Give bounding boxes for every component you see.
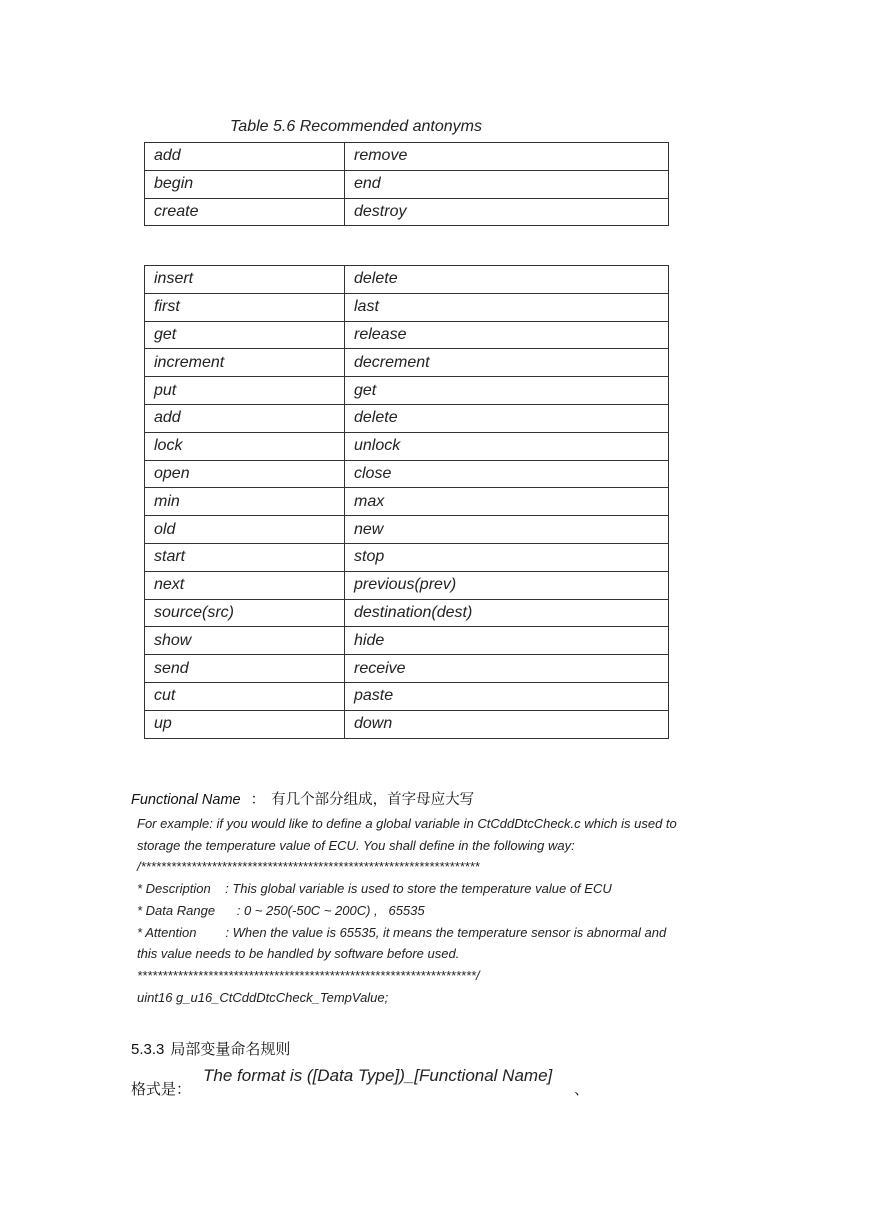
antonym-cell: max (345, 488, 669, 516)
antonym-cell: down (345, 710, 669, 738)
code-line: * Attention : When the value is 65535, it means the temperature sensor is abnormal and (137, 924, 667, 940)
term-cell: create (145, 198, 345, 226)
term-cell: add (145, 404, 345, 432)
section-title: 局部变量命名规则 (170, 1040, 291, 1058)
code-line: this value needs to be handled by software before used. (137, 946, 460, 962)
antonym-cell: hide (345, 627, 669, 655)
term-cell: put (145, 377, 345, 405)
antonym-cell: get (345, 377, 669, 405)
term-cell: add (145, 143, 345, 171)
antonym-cell: remove (345, 143, 669, 171)
term-cell: open (145, 460, 345, 488)
table-row (145, 377, 669, 405)
term-cell: show (145, 627, 345, 655)
term-cell: next (145, 571, 345, 599)
section-number: 5.3.3 (131, 1041, 165, 1058)
table-row (145, 293, 669, 321)
format-label: 格式是： (131, 1080, 192, 1098)
format-line (131, 1066, 731, 1106)
format-text: The format is ([Data Type])_[Functional Name] (203, 1066, 553, 1085)
term-cell: first (145, 293, 345, 321)
code-line: For example: if you would like to define a global variable in CtCddDtcCheck.c which is used to (137, 816, 677, 831)
table-row (145, 516, 669, 544)
functional-name-colon: ： (250, 792, 266, 808)
term-cell: increment (145, 349, 345, 377)
antonyms-table-2 (144, 265, 669, 739)
antonym-cell: release (345, 321, 669, 349)
antonym-cell: receive (345, 655, 669, 683)
code-example-block (137, 813, 727, 1008)
antonym-cell: unlock (345, 432, 669, 460)
code-line: /******************************************************************* (137, 859, 480, 875)
antonym-cell: previous(prev) (345, 571, 669, 599)
code-line: *******************************************************************/ (137, 967, 480, 983)
antonym-cell: new (345, 516, 669, 544)
antonym-cell: last (345, 293, 669, 321)
functional-name-description: 有几个部分组成，首字母应大写 (271, 792, 475, 808)
antonym-cell: end (345, 170, 669, 198)
table-row (145, 627, 669, 655)
table-row (145, 488, 669, 516)
antonym-cell: destination(dest) (345, 599, 669, 627)
format-trailing-mark: 、 (574, 1081, 590, 1098)
section-heading (131, 1038, 290, 1059)
term-cell: cut (145, 682, 345, 710)
table-row (145, 143, 669, 171)
term-cell: lock (145, 432, 345, 460)
table-row (145, 571, 669, 599)
functional-name-label: Functional Name (131, 792, 241, 808)
term-cell: get (145, 321, 345, 349)
table-row (145, 460, 669, 488)
table-row (145, 321, 669, 349)
term-cell: begin (145, 170, 345, 198)
table-row (145, 682, 669, 710)
antonym-cell: decrement (345, 349, 669, 377)
antonym-cell: close (345, 460, 669, 488)
table-row (145, 349, 669, 377)
table-row (145, 404, 669, 432)
term-cell: up (145, 710, 345, 738)
term-cell: start (145, 543, 345, 571)
code-line: storage the temperature value of ECU. You shall define in the following way: (137, 837, 575, 853)
table-row (145, 432, 669, 460)
antonym-cell: delete (345, 266, 669, 294)
code-line: uint16 g_u16_CtCddDtcCheck_TempValue; (137, 989, 389, 1005)
table-row (145, 655, 669, 683)
antonym-cell: stop (345, 543, 669, 571)
term-cell: insert (145, 266, 345, 294)
table-row (145, 710, 669, 738)
table-row (145, 543, 669, 571)
table-row (145, 170, 669, 198)
table-caption: Table 5.6 Recommended antonyms (230, 118, 482, 135)
antonyms-table-1 (144, 142, 669, 226)
antonym-cell: paste (345, 682, 669, 710)
table-row (145, 198, 669, 226)
functional-name-line (131, 788, 474, 809)
term-cell: send (145, 655, 345, 683)
table-row (145, 599, 669, 627)
term-cell: source(src) (145, 599, 345, 627)
table-row (145, 266, 669, 294)
code-line: * Description : This global variable is used to store the temperature value of ECU (137, 881, 612, 897)
term-cell: old (145, 516, 345, 544)
code-line: * Data Range : 0 ~ 250(-50C ~ 200C) , 65535 (137, 902, 425, 918)
term-cell: min (145, 488, 345, 516)
antonym-cell: destroy (345, 198, 669, 226)
antonym-cell: delete (345, 404, 669, 432)
